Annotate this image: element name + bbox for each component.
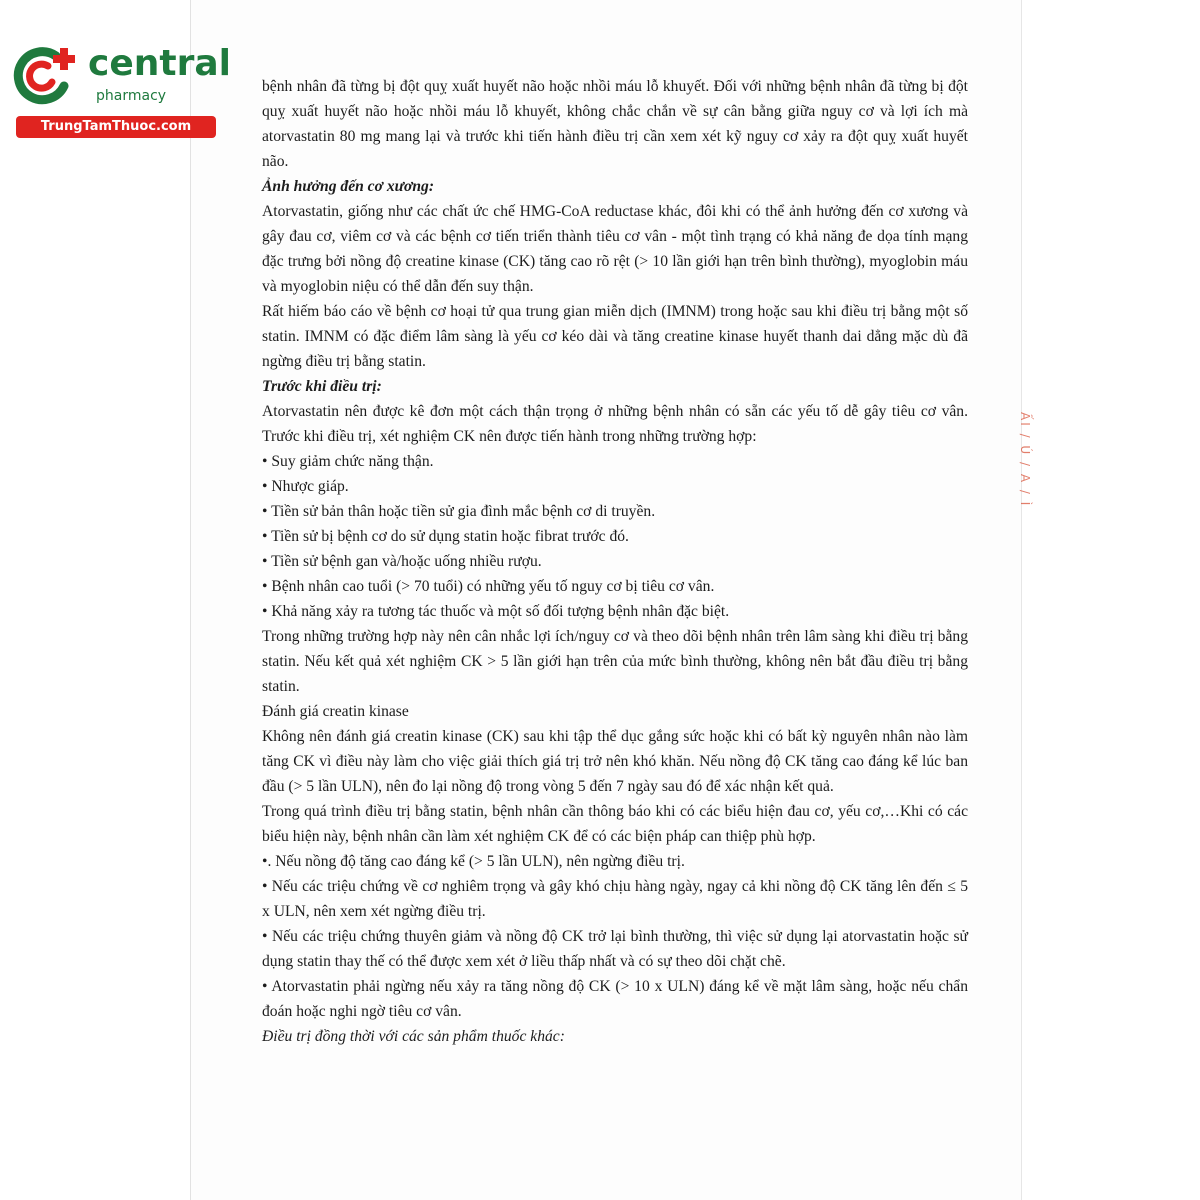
pharmacy-cross-icon (12, 42, 78, 108)
bullet-item: • Tiền sử bệnh gan và/hoặc uống nhiều rượu. (262, 553, 542, 570)
paragraph: Atorvastatin nên được kê đơn một cách thận trọng ở những bệnh nhân có sẵn các yếu tố dễ gây tiêu cơ vân. Trước khi điều trị, xét nghiệm CK nên được tiến hành trong những trường hợp: (262, 403, 968, 445)
section-heading: Trước khi điều trị: (262, 378, 382, 395)
bullet-item: • Atorvastatin phải ngừng nếu xảy ra tăng nồng độ CK (> 10 x ULN) đáng kể về mặt lâm sàng, hoặc nếu chẩn đoán hoặc nghi ngờ tiêu cơ vân. (262, 978, 968, 1020)
section-heading: Ảnh hưởng đến cơ xương: (262, 178, 435, 195)
bullet-item: •. Nếu nồng độ tăng cao đáng kể (> 5 lần ULN), nên ngừng điều trị. (262, 853, 685, 870)
bullet-item: • Nếu các triệu chứng thuyên giảm và nồng độ CK trở lại bình thường, thì việc sử dụng lại atorvastatin hoặc sử dụng statin thay thế có thể được xem xét ở liều thấp nhất và có sự theo dõi chặt chẽ. (262, 928, 968, 970)
bullet-item: • Nhược giáp. (262, 478, 349, 495)
paragraph: Rất hiếm báo cáo về bệnh cơ hoại tử qua trung gian miễn dịch (IMNM) trong hoặc sau khi điều trị bằng một số statin. IMNM có đặc điểm lâm sàng là yếu cơ kéo dài và tăng creatine kinase huyết thanh dai dẳng mặc dù đã ngừng điều trị bằng statin. (262, 303, 968, 370)
central-pharmacy-logo[interactable] (8, 36, 231, 136)
bullet-item: • Tiền sử bị bệnh cơ do sử dụng statin hoặc fibrat trước đó. (262, 528, 629, 545)
bullet-item: • Tiền sử bản thân hoặc tiền sử gia đình mắc bệnh cơ di truyền. (262, 503, 656, 520)
paragraph: Không nên đánh giá creatin kinase (CK) sau khi tập thể dục gắng sức hoặc khi có bất kỳ nguyên nhân nào làm tăng CK vì điều này làm cho việc giải thích giá trị trở nên khó khăn. Nếu nồng độ CK tăng cao đáng kể lúc ban đầu (> 5 lần ULN), nên đo lại nồng độ trong vòng 5 đến 7 ngày sau đó để xác nhận kết quả. (262, 728, 968, 795)
bullet-item: • Khả năng xảy ra tương tác thuốc và một số đối tượng bệnh nhân đặc biệt. (262, 603, 730, 620)
paragraph: Atorvastatin, giống như các chất ức chế HMG-CoA reductase khác, đôi khi có thể ảnh hưởng đến cơ xương và gây đau cơ, viêm cơ và các bệnh cơ tiến triển thành tiêu cơ vân - một tình trạng có khả năng đe dọa tính mạng đặc trưng bởi nồng độ creatine kinase (CK) tăng cao rõ rệt (> 10 lần giới hạn trên bình thường), myoglobin máu và myoglobin niệu có thể dẫn đến suy thận. (262, 203, 968, 295)
handwritten-margin-note: ẤI / Ú / A / Ì (1018, 412, 1032, 508)
bullet-item: • Nếu các triệu chứng về cơ nghiêm trọng và gây khó chịu hàng ngày, ngay cả khi nồng độ CK tăng lên đến ≤ 5 x ULN, nên xem xét ngừng điều trị. (262, 878, 968, 920)
paragraph: Trong những trường hợp này nên cân nhắc lợi ích/nguy cơ và theo dõi bệnh nhân trên lâm sàng khi điều trị bằng statin. Nếu kết quả xét nghiệm CK > 5 lần giới hạn trên của mức bình thường, không nên bắt đầu điều trị bằng statin. (262, 628, 968, 695)
paragraph: Đánh giá creatin kinase (262, 703, 409, 720)
bullet-item: • Suy giảm chức năng thận. (262, 453, 434, 470)
document-body (262, 74, 968, 1049)
paragraph: Trong quá trình điều trị bằng statin, bệnh nhân cần thông báo khi có các biểu hiện đau cơ, yếu cơ,…Khi có các biểu hiện này, bệnh nhân cần làm xét nghiệm CK để có các biện pháp can thiệp phù hợp. (262, 803, 968, 845)
logo-brand: central (88, 43, 231, 84)
logo-subtitle: pharmacy (96, 88, 167, 104)
paragraph: bệnh nhân đã từng bị đột quỵ xuất huyết não hoặc nhồi máu lỗ khuyết. Đối với những bệnh nhân đã từng bị đột quỵ xuất huyết não hoặc nhồi máu lỗ khuyết, không chắc chắn về sự cân bằng giữa nguy cơ và lợi ích mà atorvastatin 80 mg mang lại và trước khi tiến hành điều trị cần xem xét kỹ nguy cơ xảy ra đột quỵ xuất huyết não. (262, 78, 968, 170)
section-heading: Điều trị đồng thời với các sản phẩm thuốc khác: (262, 1028, 565, 1045)
logo-site-link[interactable]: TrungTamThuoc.com (16, 116, 216, 138)
bullet-item: • Bệnh nhân cao tuổi (> 70 tuổi) có những yếu tố nguy cơ bị tiêu cơ vân. (262, 578, 715, 595)
